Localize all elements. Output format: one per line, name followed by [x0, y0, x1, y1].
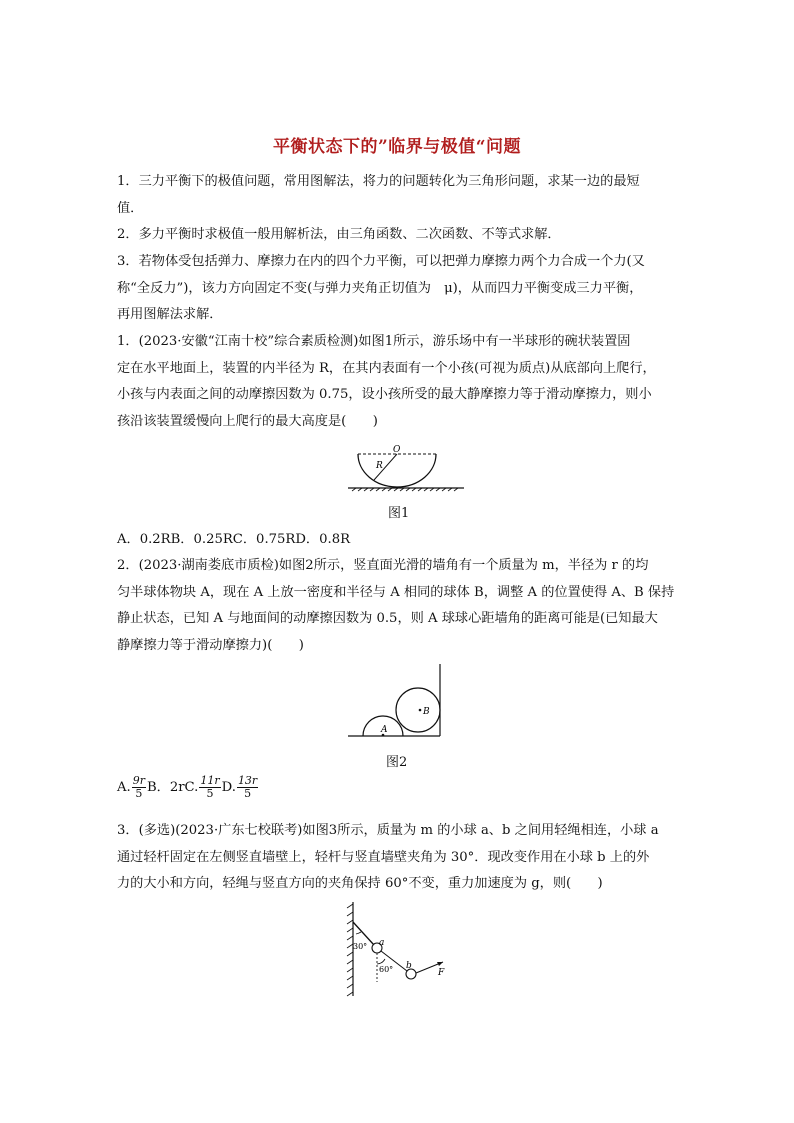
text-line: 定在水平地面上，装置的内半径为 R，在其内表面有一个小孩(可视为质点)从底部向上爬行， — [117, 360, 656, 376]
label-R: R — [376, 461, 383, 471]
question-2 — [117, 553, 681, 659]
text-line: 2．多力平衡时求极值一般用解析法，由三角函数、二次函数、不等式求解． — [117, 227, 561, 242]
point-2 — [117, 222, 681, 249]
text-line: 再用图解法求解． — [117, 307, 223, 323]
label-F: F — [438, 968, 445, 978]
label-A: A — [381, 725, 388, 735]
text-line: 2．(2023·湖南娄底市质检)如图2所示，竖直面光滑的墙角有一个质量为 m，半径为 r 的均 — [117, 558, 649, 573]
text-line: 值． — [117, 200, 144, 216]
text-line: 3．(多选)(2023·广东七校联考)如图3所示，质量为 m 的小球 a、b 之间用轻绳相连，小球 a — [117, 823, 659, 838]
fraction-13r-5: $\frac{13r}{5}$ — [237, 774, 258, 800]
option-a-prefix: A. — [117, 780, 131, 795]
page-title: 平衡状态下的”临界与极值“问题 — [272, 137, 522, 157]
point-1 — [117, 169, 681, 222]
question-2-options — [117, 775, 681, 800]
figure-2-caption: 图2 — [386, 755, 408, 770]
text-line: 1．三力平衡下的极值问题，常用图解法，将力的问题转化为三角形问题，求某一边的最短 — [117, 174, 640, 189]
text-line: 1．(2023·安徽“江南十校”综合素质检测)如图1所示，游乐场中有一半球形的碗状装置固 — [117, 334, 631, 349]
text-line: 匀半球体物块 A，现在 A 上放一密度和半径与 A 相同的球体 B，调整 A 的位置使得 A、B 保持 — [117, 584, 675, 600]
options-line: A．0.2RB．0.25RC．0.75RD．0.8R — [117, 532, 351, 547]
text-line: 称“全反力”)，该力方向固定不变(与弹力夹角正切值为 μ)，从而四力平衡变成三力平衡， — [117, 280, 643, 296]
option-b-text: B．2rC. — [146, 780, 199, 795]
label-60deg: 60° — [379, 965, 394, 974]
fraction-9r-5: $\frac{9r}{5}$ — [132, 774, 145, 800]
label-a: a — [379, 938, 385, 948]
point-3 — [117, 249, 681, 329]
label-O: O — [393, 445, 401, 455]
label-b: b — [406, 961, 412, 971]
figure-1-caption: 图1 — [388, 506, 410, 521]
text-line: 小孩与内表面之间的动摩擦因数为 0.75，设小孩所受的最大静摩擦力等于滑动摩擦力，则小 — [117, 387, 652, 403]
text-line: 通过轻杆固定在左侧竖直墙壁上，轻杆与竖直墙壁夹角为 30°．现改变作用在小球 b 上的外 — [117, 849, 650, 865]
figure-1-bowl — [344, 444, 484, 494]
question-3 — [117, 818, 681, 898]
question-1-options — [117, 527, 681, 554]
question-1 — [117, 329, 681, 435]
fraction-11r-5: $\frac{11r}{5}$ — [200, 774, 220, 800]
figure-2-spheres — [346, 664, 456, 744]
option-d-prefix: D. — [221, 780, 236, 795]
text-line: 静止状态，已知 A 与地面间的动摩擦因数为 0.5，则 A 球球心距墙角的距离可能是(已知最大 — [117, 611, 658, 627]
text-line: 静摩擦力等于滑动摩擦力)( ) — [117, 637, 304, 653]
text-line: 力的大小和方向，轻绳与竖直方向的夹角保持 60°不变，重力加速度为 g，则( ) — [117, 876, 603, 892]
label-B: B — [423, 707, 430, 717]
text-line: 3．若物体受包括弹力、摩擦力在内的四个力平衡，可以把弹力摩擦力两个力合成一个力(又 — [117, 254, 645, 269]
label-30deg: 30° — [353, 942, 368, 951]
text-line: 孩沿该装置缓慢向上爬行的最大高度是( ) — [117, 413, 378, 429]
figure-3-wall-balls — [343, 900, 463, 1000]
